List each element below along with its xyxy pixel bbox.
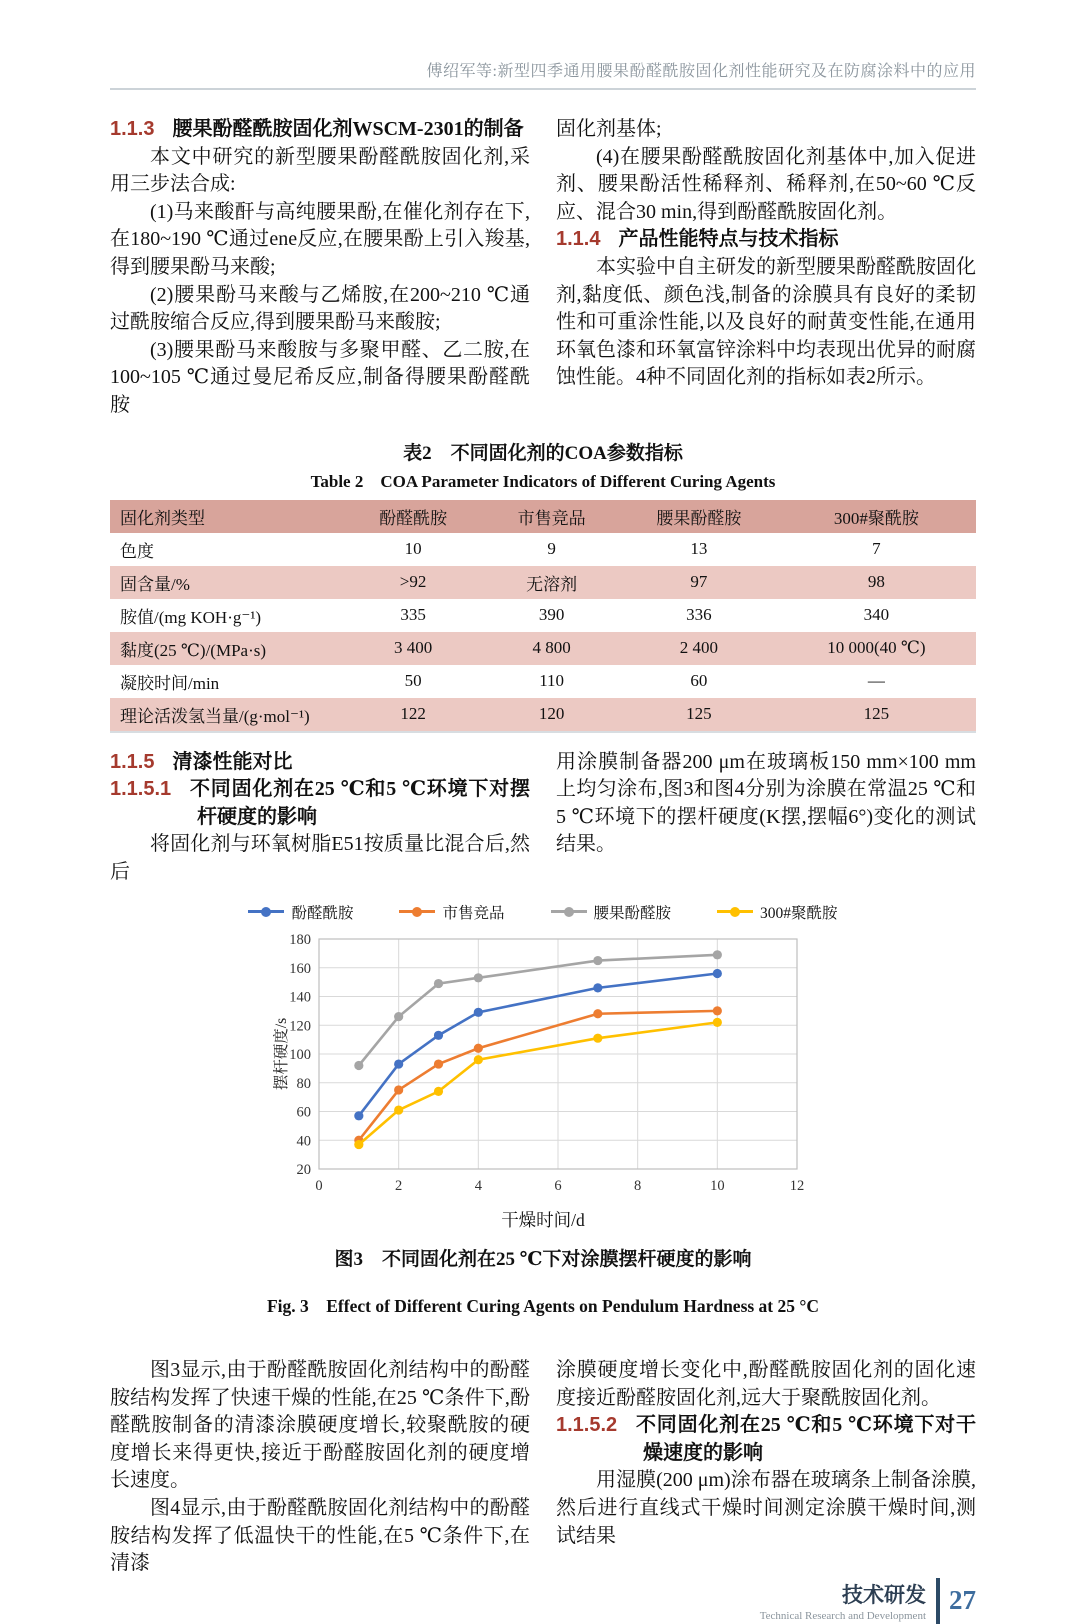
section-title: 腰果酚醛酰胺固化剂WSCM-2301的制备 — [172, 118, 524, 140]
table-cell: 10 000(40 ℃) — [827, 638, 926, 658]
section-title: 产品性能特点与技术指标 — [618, 228, 839, 251]
paragraph: 图3显示,由于酚醛酰胺固化剂结构中的酚醛胺结构发挥了快速干燥的性能,在25 ℃条件下,酚醛酰胺制备的清漆涂膜硬度增长,较聚酰胺的硬度增长来得更快,接近于酚醛胺固化剂的硬度增长速度。 — [110, 1359, 530, 1492]
x-tick-label: 0 — [315, 1177, 323, 1194]
y-tick-label: 20 — [296, 1161, 311, 1178]
table-cell: 335 — [400, 605, 426, 625]
figure3-block — [110, 901, 976, 1336]
section-heading-1-1-5-1 — [110, 776, 530, 831]
data-point — [713, 1006, 722, 1015]
x-tick-label: 4 — [474, 1177, 482, 1194]
running-title: 傅绍军等:新型四季通用腰果酚醛酰胺固化剂性能研究及在防腐涂料中的应用 — [426, 63, 976, 80]
table-cell: 340 — [863, 605, 890, 625]
table-cell: 120 — [538, 704, 565, 724]
table-cell: 2 400 — [679, 638, 718, 658]
legend-dot-icon — [261, 907, 271, 917]
left-column-1 — [110, 116, 530, 420]
table-row — [110, 533, 976, 566]
figure-caption-cn: 图3 不同固化剂在25 ℃下对涂膜摆杆硬度的影响 — [334, 1248, 752, 1270]
table-row — [110, 566, 976, 599]
legend-line-marker-icon — [717, 910, 753, 913]
section-number: 1.1.3 — [110, 118, 155, 140]
paragraph: 用涂膜制备器200 μm在玻璃板150 mm×100 mm上均匀涂布,图3和图4分别为涂膜在常温25 ℃和5 ℃环境下的摆杆硬度(K摆,摆幅6°)变化的测试结果。 — [556, 750, 976, 856]
legend-label: 市售竞品 — [442, 904, 505, 922]
paragraph: 用湿膜(200 μm)涂布器在玻璃条上制备涂膜,然后进行直线式干燥时间测定涂膜干燥时间,测试结果 — [556, 1469, 976, 1547]
x-tick-label: 6 — [554, 1177, 562, 1194]
table-cell: 110 — [539, 671, 565, 691]
text-row-1 — [110, 116, 976, 420]
data-point — [713, 968, 722, 977]
data-point — [474, 1055, 483, 1064]
y-tick-label: 160 — [289, 960, 311, 977]
right-column-1 — [556, 116, 976, 420]
data-point — [593, 955, 602, 964]
legend-label: 300#聚酰胺 — [760, 904, 838, 922]
legend-dot-icon — [412, 907, 422, 917]
table-header-row — [110, 500, 976, 533]
legend-label: 腰果酚醛胺 — [593, 904, 672, 922]
legend-line-marker-icon — [399, 910, 435, 913]
series-line — [359, 973, 718, 1115]
chart-ylabel: 摆杆硬度/s — [273, 1017, 290, 1090]
section-number: 1.1.5.1 — [110, 778, 172, 801]
y-tick-label: 120 — [289, 1017, 311, 1034]
table-cell: 97 — [690, 572, 708, 592]
paragraph: 本文中研究的新型腰果酚醛酰胺固化剂,采用三步法合成: — [110, 145, 530, 196]
data-point — [593, 1009, 602, 1018]
table-cell: 3 400 — [393, 638, 433, 658]
paragraph: (4)在腰果酚醛酰胺固化剂基体中,加入促进剂、腰果酚活性稀释剂、稀释剂,在50~60 ℃反应、混合30 min,得到酚醛酰胺固化剂。 — [556, 145, 976, 223]
x-tick-label: 12 — [789, 1177, 805, 1194]
footer-section-en: Technical Research and Development — [759, 1610, 926, 1623]
x-tick-label: 2 — [395, 1177, 403, 1194]
legend-item — [717, 901, 838, 923]
table-cell: — — [867, 671, 885, 691]
table-cell: 固含量/% — [120, 574, 190, 594]
x-tick-label: 10 — [710, 1177, 725, 1194]
table2-block — [110, 438, 976, 733]
data-point — [713, 950, 722, 959]
section-heading-1-1-4 — [556, 226, 976, 254]
legend-label: 酚醛酰胺 — [291, 904, 354, 922]
table-cell: 凝胶时间/min — [120, 673, 220, 693]
table-cell: 125 — [686, 704, 712, 724]
table-cell: 390 — [538, 605, 565, 625]
legend-item — [551, 901, 672, 923]
right-column-2 — [556, 749, 976, 887]
chart-xlabel: 干燥时间/d — [501, 1209, 585, 1230]
footer-divider — [936, 1578, 940, 1624]
table-cell: 无溶剂 — [526, 574, 578, 594]
text-row-3 — [110, 1357, 976, 1578]
header-rule — [110, 88, 976, 90]
paragraph: (1)马来酸酐与高纯腰果酚,在催化剂存在下,在180~190 ℃通过ene反应,在腰果酚上引入羧基,得到腰果酚马来酸; — [110, 200, 530, 278]
section-number: 1.1.4 — [556, 228, 601, 251]
paragraph: (2)腰果酚马来酸与乙烯胺,在200~210 ℃通过酰胺缩合反应,得到腰果酚马来酸胺; — [110, 283, 530, 334]
table-cell: 理论活泼氢当量/(g·mol⁻¹) — [120, 706, 310, 726]
data-point — [354, 1060, 363, 1069]
data-point — [394, 1059, 403, 1068]
data-point — [593, 983, 602, 992]
y-tick-label: 180 — [289, 931, 311, 948]
section-heading-1-1-5-2 — [556, 1412, 976, 1467]
x-tick-label: 8 — [634, 1177, 642, 1194]
y-tick-label: 100 — [289, 1046, 311, 1063]
table-cell: 122 — [400, 704, 426, 724]
table-header-cell: 腰果酚醛胺 — [656, 508, 742, 528]
legend-line-marker-icon — [248, 910, 284, 913]
table-row — [110, 599, 976, 632]
right-column-3 — [556, 1357, 976, 1578]
legend-item — [399, 901, 504, 923]
page-header — [110, 58, 976, 90]
section-title: 不同固化剂在25 ℃和5 ℃环境下对干燥速度的影响 — [635, 1414, 976, 1464]
data-point — [434, 1030, 443, 1039]
table-header-cell: 300#聚酰胺 — [833, 508, 919, 528]
data-point — [474, 973, 483, 982]
paragraph: 将固化剂与环氧树脂E51按质量比混合后,然后 — [110, 833, 530, 883]
table-row — [110, 632, 976, 665]
section-number: 1.1.5.2 — [556, 1414, 618, 1437]
section-title: 清漆性能对比 — [172, 750, 293, 773]
legend-line-marker-icon — [551, 910, 587, 913]
table-cell: 10 — [404, 539, 422, 559]
table-title-en: Table 2 COA Parameter Indicators of Different Curing Agents — [310, 471, 776, 491]
paragraph: (3)腰果酚马来酸胺与多聚甲醛、乙二胺,在100~105 ℃通过曼尼希反应,制备得腰果酚醛酰胺 — [110, 338, 530, 416]
paragraph: 涂膜硬度增长变化中,酚醛酰胺固化剂的固化速度接近酚醛胺固化剂,远大于聚酰胺固化剂。 — [556, 1359, 976, 1409]
table-row — [110, 698, 976, 732]
footer-section-cn: 技术研发 — [842, 1584, 926, 1608]
table-cell: 50 — [404, 671, 422, 691]
table-cell: 13 — [690, 539, 708, 559]
text-row-2 — [110, 749, 976, 887]
data-point — [434, 1059, 443, 1068]
paragraph: 图4显示,由于酚醛酰胺固化剂结构中的酚醛胺结构发挥了低温快干的性能,在5 ℃条件下,在清漆 — [110, 1496, 530, 1575]
data-point — [394, 1012, 403, 1021]
paragraph: 固化剂基体; — [556, 118, 662, 140]
table-cell: 125 — [863, 704, 890, 724]
table-cell: 98 — [867, 572, 885, 592]
y-tick-label: 140 — [289, 989, 311, 1005]
table-header-cell: 市售竞品 — [517, 508, 586, 528]
legend-item — [248, 901, 353, 923]
left-column-2 — [110, 749, 530, 887]
footer-section — [760, 1579, 926, 1622]
data-point — [434, 978, 443, 987]
hardness-chart — [273, 929, 813, 1205]
section-heading-1-1-5 — [110, 749, 530, 777]
left-column-3 — [110, 1357, 530, 1578]
data-point — [354, 1139, 363, 1148]
data-point — [713, 1017, 722, 1026]
table-cell: 黏度(25 ℃)/(MPa·s) — [120, 640, 267, 660]
coa-table — [110, 500, 976, 733]
y-tick-label: 60 — [296, 1104, 311, 1120]
table-cell: 336 — [686, 605, 712, 625]
data-point — [474, 1043, 483, 1052]
table-cell: 7 — [872, 539, 881, 559]
coa-table-body — [110, 533, 976, 732]
table-header-cell: 酚醛酰胺 — [379, 508, 448, 528]
paragraph: 本实验中自主研发的新型腰果酚醛酰胺固化剂,黏度低、颜色浅,制备的涂膜具有良好的柔韧性和可重涂性能,以及良好的耐黄变性能,在通用环氧色漆和环氧富锌涂料中均表现出优异的耐腐蚀性能。4种不同固化剂的指标如表2所示。 — [556, 255, 976, 389]
table-cell: 4 800 — [532, 638, 571, 658]
table-cell: 60 — [690, 671, 708, 691]
data-point — [394, 1085, 403, 1094]
chart-legend — [248, 901, 837, 923]
y-tick-label: 40 — [296, 1132, 311, 1149]
section-title: 不同固化剂在25 ℃和5 ℃环境下对摆杆硬度的影响 — [189, 778, 530, 828]
page-number: 27 — [949, 1585, 976, 1616]
series-line — [359, 1022, 718, 1144]
data-point — [354, 1111, 363, 1120]
data-point — [434, 1086, 443, 1095]
figure-caption-en: Fig. 3 Effect of Different Curing Agents on Pendulum Hardness at 25 °C — [266, 1295, 820, 1316]
data-point — [593, 1033, 602, 1042]
legend-dot-icon — [564, 907, 574, 917]
legend-dot-icon — [730, 907, 740, 917]
section-heading-1-1-3 — [110, 116, 530, 144]
data-point — [394, 1105, 403, 1114]
table-row — [110, 665, 976, 698]
data-point — [474, 1007, 483, 1016]
table-header-cell: 固化剂类型 — [120, 508, 205, 528]
section-number: 1.1.5 — [110, 750, 155, 773]
table-cell: 色度 — [120, 541, 154, 561]
table-cell: 9 — [547, 539, 556, 559]
y-tick-label: 80 — [296, 1075, 311, 1092]
page-footer — [110, 1578, 976, 1624]
table-cell: 胺值/(mg KOH·g⁻¹) — [120, 607, 262, 627]
table-cell: >92 — [399, 572, 427, 592]
table-title-cn: 表2 不同固化剂的COA参数指标 — [403, 442, 683, 464]
